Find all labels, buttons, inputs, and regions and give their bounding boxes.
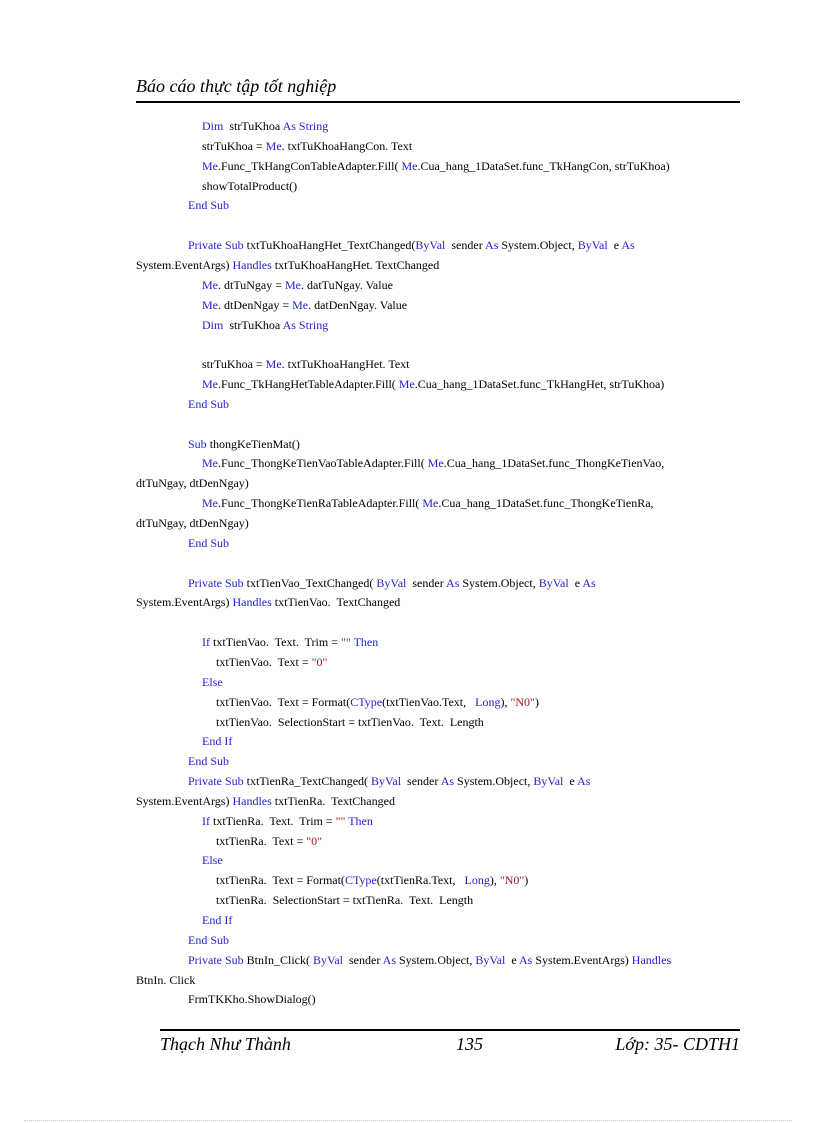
code-text: .Cua_hang_1DataSet.func_TkHangHet, strTuKhoa) [414, 377, 665, 392]
code-line [202, 910, 232, 930]
code-text: txtTienVao. Text = Format( [216, 694, 351, 709]
code-line [188, 771, 590, 791]
code-keyword: As [440, 774, 455, 789]
code-text: . datTuNgay. Value [301, 277, 393, 292]
code-keyword: Then [348, 813, 373, 828]
code-keyword: ByVal [475, 952, 506, 967]
code-text: txtTienRa. TextChanged [271, 793, 395, 808]
code-line [202, 850, 223, 870]
code-text: System.EventArgs) [136, 595, 233, 610]
code-keyword: As String [282, 119, 329, 133]
code-keyword: Long [464, 873, 490, 888]
code-text: sender [401, 774, 441, 789]
code-keyword: Private Sub [188, 575, 244, 590]
code-keyword: CType [350, 694, 383, 709]
code-line [188, 573, 596, 593]
code-line [188, 394, 229, 414]
code-line [202, 453, 664, 473]
code-line [188, 235, 635, 255]
code-text: . txtTuKhoaHangCon. Text [281, 138, 413, 153]
code-keyword: As [446, 575, 460, 590]
code-keyword: If [202, 635, 210, 650]
footer-author: Thạch Như Thành [160, 1034, 291, 1054]
code-keyword: Me [202, 277, 218, 292]
code-keyword: Handles [631, 952, 672, 967]
code-keyword: End Sub [188, 396, 230, 411]
code-keyword: ByVal [533, 774, 564, 789]
code-keyword: CType [344, 873, 377, 888]
code-keyword: ByVal [538, 575, 569, 590]
code-line [202, 632, 378, 652]
code-keyword: As [382, 952, 396, 967]
code-keyword: As [582, 575, 596, 590]
code-keyword: Me [202, 377, 218, 392]
footer-class-label: Lớp: 35- CDTH1 [615, 1034, 740, 1054]
code-keyword: Me [202, 297, 218, 312]
code-keyword: ByVal [376, 575, 407, 590]
code-line [188, 751, 229, 771]
code-keyword: Private Sub [188, 774, 244, 789]
code-keyword: Me [427, 456, 444, 471]
code-text: .Cua_hang_1DataSet.func_ThongKeTienVao, [443, 456, 665, 471]
code-text: strTuKhoa = [202, 138, 266, 153]
code-text: txtTienVao_TextChanged( [243, 575, 377, 590]
code-line [136, 970, 195, 990]
code-line [188, 434, 300, 454]
code-text: e [568, 575, 583, 590]
code-line [202, 672, 223, 692]
code-line [216, 831, 322, 851]
code-text: (txtTienVao.Text, [382, 694, 476, 709]
code-text: txtTuKhoaHangHet. TextChanged [271, 257, 440, 272]
code-text: sender [445, 238, 486, 253]
code-text: dtTuNgay, dtDenNgay) [136, 516, 249, 530]
code-line [202, 295, 407, 315]
code-line [202, 374, 664, 394]
code-keyword: Handles [232, 595, 272, 610]
code-text: System.Object, [454, 774, 534, 789]
code-keyword: End Sub [188, 932, 230, 947]
footer-page-number: 135 [456, 1034, 483, 1054]
code-keyword: End Sub [188, 535, 230, 550]
code-text: strTuKhoa = [202, 357, 266, 372]
code-keyword: Long [475, 694, 501, 709]
code-text: txtTuKhoaHangHet_TextChanged( [243, 238, 416, 253]
code-text: System.Object, [459, 575, 539, 590]
code-text: System.EventArgs) [136, 793, 233, 808]
footer-divider [160, 1029, 740, 1031]
code-keyword: If [202, 813, 210, 828]
code-text: .Func_ThongKeTienVaoTableAdapter.Fill( [218, 456, 428, 471]
code-keyword: Handles [232, 793, 272, 808]
code-string: "" [335, 813, 346, 828]
code-keyword: ByVal [577, 238, 608, 253]
code-text: txtTienVao. Text. Trim = [210, 635, 341, 650]
code-line [202, 493, 654, 513]
code-text: txtTienRa. SelectionStart = txtTienRa. Text. Length [216, 893, 474, 908]
code-text: .Cua_hang_1DataSet.func_TkHangCon, strTuKhoa) [417, 158, 670, 173]
code-keyword: Private Sub [188, 238, 244, 253]
code-line [188, 989, 316, 1009]
code-text: System.Object, [396, 952, 476, 967]
code-keyword: As [621, 238, 635, 253]
code-line [136, 592, 400, 612]
code-string: "" [340, 635, 351, 650]
code-text: sender [406, 575, 447, 590]
code-keyword: Me [202, 496, 218, 511]
code-line [136, 473, 249, 493]
code-line [136, 791, 395, 811]
code-keyword: Me [202, 158, 218, 173]
page-bottom-border [24, 1120, 792, 1121]
code-keyword: Dim [202, 119, 224, 133]
code-keyword: Then [353, 635, 379, 650]
code-keyword: Else [202, 853, 223, 868]
code-keyword: End If [202, 913, 233, 927]
code-text: ) [534, 694, 539, 709]
code-line [216, 890, 473, 910]
code-keyword: As String [282, 317, 329, 332]
code-line [136, 255, 439, 275]
code-line [216, 712, 484, 732]
code-keyword: Sub [188, 436, 207, 451]
code-text: . datDenNgay. Value [308, 297, 408, 312]
code-line [202, 315, 328, 335]
code-string: "N0" [510, 694, 535, 709]
code-keyword: Else [202, 674, 223, 689]
code-keyword: ByVal [313, 952, 343, 967]
code-line [202, 116, 328, 136]
code-text: ), [500, 694, 511, 709]
code-keyword: Me [265, 357, 282, 372]
code-text: txtTienVao. TextChanged [271, 595, 401, 610]
code-line [216, 870, 528, 890]
code-keyword: ByVal [371, 774, 402, 789]
code-text: .Func_TkHangConTableAdapter.Fill( [218, 158, 402, 173]
header-divider [136, 101, 740, 103]
code-keyword: ByVal [415, 238, 446, 253]
code-text: ) [524, 873, 529, 888]
code-text: . dtDenNgay = [218, 297, 293, 312]
code-keyword: As [519, 952, 533, 967]
code-text: .Cua_hang_1DataSet.func_ThongKeTienRa, [438, 496, 654, 511]
code-text: BtnIn_Click( [243, 952, 313, 967]
code-line [202, 176, 297, 196]
code-keyword: Me [265, 138, 282, 153]
code-text: txtTienRa. Text. Trim = [210, 813, 336, 828]
code-text: strTuKhoa [223, 119, 283, 133]
code-keyword: Handles [232, 257, 272, 272]
code-text: .Func_TkHangHetTableAdapter.Fill( [218, 377, 399, 392]
code-line [202, 136, 412, 156]
code-string: "0" [306, 833, 323, 848]
code-text: (txtTienRa.Text, [376, 873, 465, 888]
code-string: "N0" [499, 873, 525, 888]
code-text: txtTienRa_TextChanged( [243, 774, 372, 789]
code-text: System.EventArgs) [532, 952, 632, 967]
code-keyword: End Sub [188, 198, 230, 213]
code-text: ), [489, 873, 500, 888]
code-text: txtTienVao. Text = [216, 654, 312, 669]
code-keyword: Me [285, 277, 302, 292]
code-text: System.Object, [498, 238, 578, 253]
code-text: txtTienVao. SelectionStart = txtTienVao. Text. Length [216, 714, 484, 729]
code-text: txtTienRa. Text = Format( [216, 873, 345, 888]
code-text: e [607, 238, 622, 253]
code-keyword: Me [422, 496, 439, 511]
code-text: dtTuNgay, dtDenNgay) [136, 476, 249, 491]
code-line [188, 950, 671, 970]
code-keyword: As [485, 238, 499, 253]
code-line [202, 156, 670, 176]
code-string: "0" [311, 654, 328, 669]
code-keyword: End If [202, 734, 233, 749]
code-text: .Func_ThongKeTienRaTableAdapter.Fill( [218, 496, 423, 511]
code-keyword: End Sub [188, 754, 230, 769]
code-line [202, 731, 232, 751]
code-keyword: Me [292, 297, 309, 312]
code-line [202, 811, 373, 831]
code-text: System.EventArgs) [136, 257, 233, 272]
code-text: . dtTuNgay = [218, 277, 286, 292]
code-line [188, 195, 229, 215]
code-text: sender [343, 952, 383, 967]
code-line [136, 513, 249, 533]
code-keyword: Me [398, 377, 415, 392]
code-text: txtTienRa. Text = [216, 833, 307, 848]
page-header-title: Báo cáo thực tập tốt nghiệp [136, 76, 337, 96]
code-line [216, 652, 327, 672]
code-text: showTotalProduct() [202, 178, 298, 193]
code-text: . txtTuKhoaHangHet. Text [281, 357, 410, 372]
code-text: thongKeTienMat() [206, 436, 300, 451]
code-text: FrmTKKho.ShowDialog() [188, 992, 316, 1007]
code-text: strTuKhoa [223, 317, 283, 332]
code-line [188, 533, 229, 553]
code-line [202, 275, 393, 295]
code-keyword: Private Sub [188, 952, 244, 967]
code-keyword: As [577, 774, 591, 789]
code-line [202, 354, 410, 374]
code-line [188, 930, 229, 950]
code-keyword: Me [202, 456, 218, 471]
code-text: e [563, 774, 578, 789]
code-line [216, 692, 539, 712]
code-keyword: Me [401, 158, 418, 173]
code-text: e [505, 952, 519, 967]
code-text: BtnIn. Click [136, 972, 196, 987]
code-keyword: Dim [202, 317, 224, 332]
